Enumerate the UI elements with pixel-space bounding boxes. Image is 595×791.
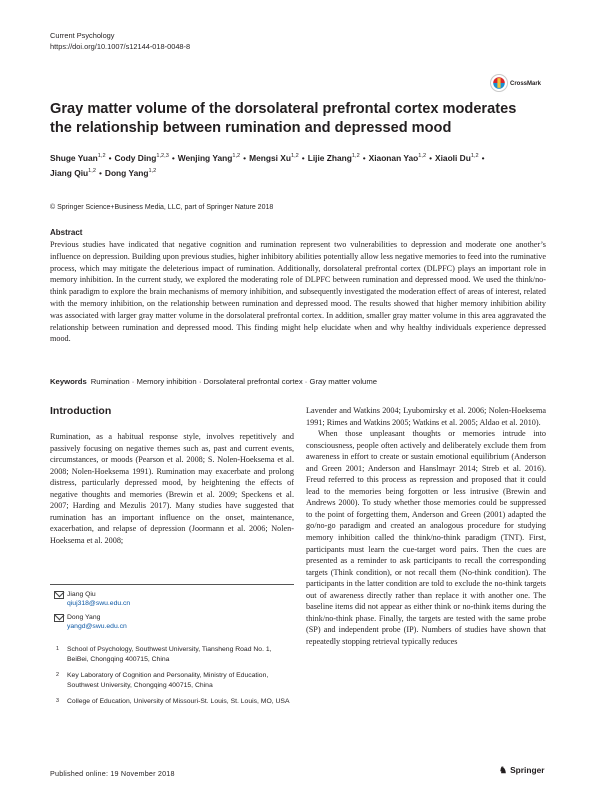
crossmark-icon xyxy=(490,74,508,92)
corr-name: Dong Yang xyxy=(67,614,101,621)
author-name[interactable]: Xiaonan Yao xyxy=(368,152,419,163)
author-list xyxy=(50,150,550,181)
author-separator: • xyxy=(362,152,366,163)
keywords-list: Rumination · Memory inhibition · Dorsolateral prefrontal cortex · Gray matter volume xyxy=(90,377,377,386)
keywords-label: Keywords xyxy=(50,377,87,386)
intro-right-column xyxy=(306,405,546,647)
envelope-icon xyxy=(54,591,64,599)
author-name[interactable]: Dong Yang xyxy=(104,168,149,179)
affiliation-3: 3 College of Education, University of Missouri-St. Louis, St. Louis, MO, USA xyxy=(56,698,290,705)
crossmark-label: CrossMark xyxy=(510,81,542,87)
footnote-divider xyxy=(50,584,294,585)
corr-email[interactable]: yangd@swu.edu.cn xyxy=(67,623,127,631)
author-separator: • xyxy=(243,152,247,163)
author-separator: • xyxy=(108,152,112,163)
author-separator: • xyxy=(429,152,432,163)
author-separator: • xyxy=(98,168,102,179)
author-separator: • xyxy=(301,152,305,163)
author-affiliation-marker: 1,2 xyxy=(232,153,241,159)
author-name[interactable]: Lijie Zhang xyxy=(307,152,352,163)
author-affiliation-marker: 1,2 xyxy=(97,153,106,159)
published-date: Published online: 19 November 2018 xyxy=(50,769,175,778)
author-affiliation-marker: 1,2,3 xyxy=(156,153,169,159)
author-name[interactable]: Cody Ding xyxy=(114,152,157,163)
journal-name: Current Psychology xyxy=(50,31,115,40)
intro-paragraph-1-cont: Lavender and Watkins 2004; Lyubomirsky et al. 2006; Nolen-Hoeksema 1991; Rimes and Watkins 2005; Watkins et al. 2005; Aldao et al. 2010). xyxy=(306,406,546,427)
author-name[interactable]: Mengsi Xu xyxy=(249,152,291,163)
author-affiliation-marker: 1,2 xyxy=(418,153,427,159)
intro-paragraph-2: When those unpleasant thoughts or memories intrude into consciousness, people often actively and deliberately exclude them from awareness in effort to create or sustain emotional equilibrium (Anderson and Green 2001; Anderson and Hanslmayr 2014; Streb et al. 2016). Freud referred to this process as repression and proposed that it could lead to the memories being forgotten or less intrusive (Brewin and Andrews 2000). To study whether those memories could be suppressed to the point of forgetting them, Anderson and Green (2001) adapted the go/no-go paradigm and created an analogous procedure for studying memory inhibition called the think/no-think paradigm (TNT). First, participants must learn the cue-target word pairs. Then the cues are presented as a reminder to ask participants to recall the corresponding targets (Think condition), or not recall them (No-think condition). The participants in the latter condition are told to exclude the no-think targets out of awareness directly rather than replace it with another one. The baseline items did not appear as either think or no-think items during the think/no-think phase. Finally, the targets are tested with the same probe (SP) and independent probe (IP). Numbers of studies have shown that repeatedly stopping retrieval typically reduces xyxy=(306,429,546,646)
springer-wordmark: Springer xyxy=(510,765,545,775)
corr-email[interactable]: qiuj318@swu.edu.cn xyxy=(67,600,131,608)
author-separator: • xyxy=(481,152,485,163)
author-affiliation-marker: 1,2 xyxy=(148,168,157,175)
springer-horse-icon: ♞ xyxy=(499,765,508,775)
envelope-icon xyxy=(54,614,64,622)
author-affiliation-marker: 1,2 xyxy=(351,153,360,159)
affiliation-1: 1 School of Psychology, Southwest University, Tiansheng Road No. 1, BeiBei, Chongqing 400715, China xyxy=(56,646,272,663)
springer-logo xyxy=(499,765,545,776)
journal-header xyxy=(50,31,190,52)
abstract-heading: Abstract xyxy=(50,228,83,237)
author-name[interactable]: Xiaoli Du xyxy=(435,152,471,163)
author-name[interactable]: Wenjing Yang xyxy=(177,152,233,163)
author-name[interactable]: Jiang Qiu xyxy=(50,168,89,179)
doi-link[interactable]: https://doi.org/10.1007/s12144-018-0048-8 xyxy=(50,41,191,51)
abstract-text: Previous studies have indicated that negative cognition and rumination represent two vulnerabilities to depression and moderate one another’s influence on depression. Building upon previous studies, higher inhibitory abilities potentially allow less negative memories to feed into the ruminative process, which may mitigate the deleterious impact of rumination. Additionally, dorsolateral prefrontal cortex (DLPFC) plays an important role in memory inhibition. In the current study, we explored the moderating role of DLPFC between rumination and depressed mood. We used the think/no-think paradigm to explore the brain mechanisms of memory inhibition, and subsequently investigated the moderation effect of areas of interest, related with the memory inhibition, on the relationship between rumination and depressed mood. The results showed that higher memory inhibition ability was associated with larger gray matter volume in the dorsolateral prefrontal cortex. In addition, smaller gray matter volume in this area aggravated the relationship between rumination and depressed mood. This finding might help elucidate when and why healthy individuals experience depressed mood. xyxy=(50,240,546,344)
corr-name: Jiang Qiu xyxy=(67,591,96,598)
article-title: Gray matter volume of the dorsolateral prefrontal cortex moderates the relationship between rumination and depressed mood xyxy=(50,101,517,136)
intro-paragraph-1: Rumination, as a habitual response style, involves repetitively and passively focusing on negative themes such as, past and current events, circumstances, or moods (Pearson et al. 2008; S. Nolen-Hoeksema et al. 2008; Nolen-Hoeksema 1991). Rumination may exacerbate and prolong distress, particularly depressed mood, by heightening the effects of negative thoughts and memories (Brewin et al. 2009; Speckens et al. 2007; Harding and Mezulis 2017). Many studies have suggested that rumination has an important influence on the onset, maintenance, exacerbation, and relapse of depression (Joormann et al. 2006; Nolen-Hoeksema et al. 2008; xyxy=(50,432,294,545)
author-separator: • xyxy=(171,152,175,163)
keywords xyxy=(50,377,546,386)
author-name[interactable]: Shuge Yuan xyxy=(50,152,98,163)
crossmark-badge[interactable] xyxy=(490,74,546,94)
intro-left-column xyxy=(50,431,294,546)
copyright-notice: © Springer Science+Business Media, LLC, part of Springer Nature 2018 xyxy=(50,204,274,211)
author-affiliation-marker: 1,2 xyxy=(88,168,96,175)
intro-heading: Introduction xyxy=(50,405,112,417)
author-affiliation-marker: 1,2 xyxy=(290,153,299,159)
affiliation-2: 2 Key Laboratory of Cognition and Personality, Ministry of Education, Southwest University, Chongqing 400715, China xyxy=(56,672,269,689)
author-affiliation-marker: 1,2 xyxy=(470,153,479,159)
